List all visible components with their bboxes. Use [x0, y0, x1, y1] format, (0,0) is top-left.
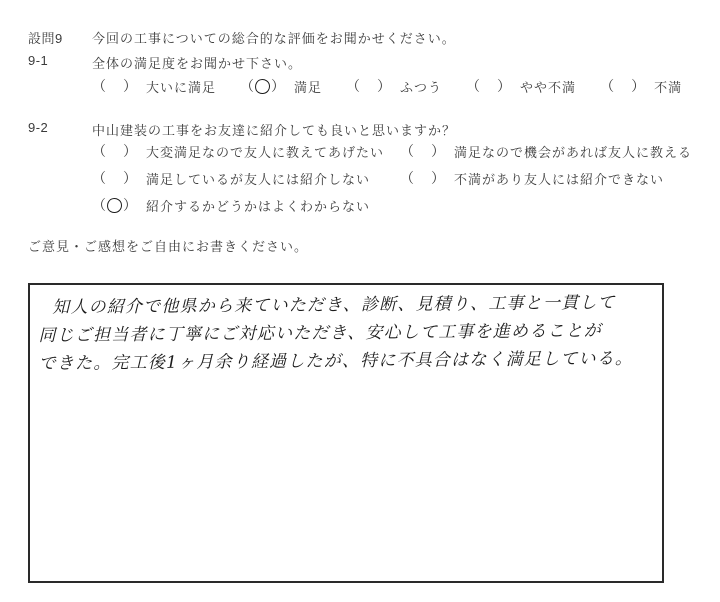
handwritten-line: 知人の紹介で他県から来ていただき、診断、見積り、工事と一貫して	[52, 292, 616, 318]
paren-close: ）	[123, 78, 137, 94]
question-9-1-text: 全体の満足度をお聞かせ下さい。	[92, 56, 303, 71]
option-very-satisfied[interactable]	[92, 76, 216, 96]
handwritten-line: 同じご担当者に丁寧にご対応いただき、安心して工事を進めることが	[38, 321, 603, 346]
option-label: 大いに満足	[146, 79, 217, 95]
selection-mark	[481, 79, 496, 94]
question-9-1-number: 9-1	[28, 53, 49, 68]
paren-close: ）	[431, 143, 445, 159]
paren-close: ）	[123, 170, 137, 186]
paren-open: （	[466, 78, 481, 94]
handwritten-comment	[30, 279, 663, 378]
paren-open: （	[600, 78, 615, 94]
comment-box[interactable]	[28, 283, 664, 583]
option-somewhat-dissatisfied[interactable]	[466, 76, 576, 96]
question-9-number: 設問9	[28, 31, 63, 46]
q9-2-options	[92, 141, 692, 215]
selection-mark	[415, 171, 430, 186]
paren-open: （	[92, 170, 106, 186]
paren-close: ）	[431, 170, 445, 186]
option-satisfied-but-no-referral[interactable]	[92, 168, 400, 188]
handwritten-line: できた。完工後1ヶ月余り経過したが、特に不具合はなく満足している。	[38, 348, 634, 374]
paren-open: （	[92, 143, 106, 159]
option-label: 満足	[294, 79, 323, 95]
paren-close: ）	[123, 197, 137, 213]
paren-close: ）	[631, 78, 646, 94]
paren-open: （	[92, 197, 106, 213]
question-9-text: 今回の工事についての総合的な評価をお聞かせください。	[92, 31, 456, 46]
paren-open: （	[400, 143, 414, 159]
selection-mark-circled	[254, 77, 271, 94]
paren-open: （	[92, 78, 106, 94]
paren-open: （	[240, 78, 255, 94]
paren-open: （	[400, 170, 414, 186]
question-9-2-text: 中山建装の工事をお友達に紹介しても良いと思いますか？	[92, 123, 457, 138]
paren-close: ）	[377, 78, 392, 94]
selection-mark	[107, 79, 122, 94]
option-unsure-about-referral[interactable]	[92, 195, 400, 215]
question-9-2-number: 9-2	[28, 120, 49, 135]
paren-close: ）	[123, 143, 137, 159]
selection-mark-circled	[106, 196, 123, 213]
q9-1-options	[92, 76, 682, 96]
option-dissatisfied[interactable]	[600, 76, 682, 96]
selection-mark	[107, 171, 122, 186]
option-label: 満足しているが友人には紹介しない	[146, 171, 371, 187]
option-label: ふつう	[400, 79, 443, 95]
option-label: 満足なので機会があれば友人に教える	[454, 144, 693, 160]
option-would-recommend-eagerly[interactable]	[92, 141, 400, 161]
option-label: 大変満足なので友人に教えてあげたい	[146, 144, 385, 160]
selection-mark	[615, 79, 630, 94]
paren-close: ）	[497, 78, 512, 94]
option-label: 紹介するかどうかはよくわからない	[146, 198, 371, 214]
paren-close: ）	[271, 78, 286, 94]
selection-mark	[415, 144, 430, 159]
selection-mark	[361, 79, 376, 94]
option-label: 不満があり友人には紹介できない	[454, 171, 665, 187]
option-label: 不満	[654, 79, 683, 95]
comment-prompt: ご意見・ご感想をご自由にお書きください。	[28, 239, 309, 254]
option-dissatisfied-no-referral[interactable]	[400, 168, 692, 188]
option-satisfied[interactable]	[240, 76, 322, 96]
option-neutral[interactable]	[346, 76, 442, 96]
option-label: やや不満	[520, 79, 577, 95]
selection-mark	[107, 144, 122, 159]
paren-open: （	[346, 78, 361, 94]
option-would-recommend-if-chance[interactable]	[400, 141, 692, 161]
